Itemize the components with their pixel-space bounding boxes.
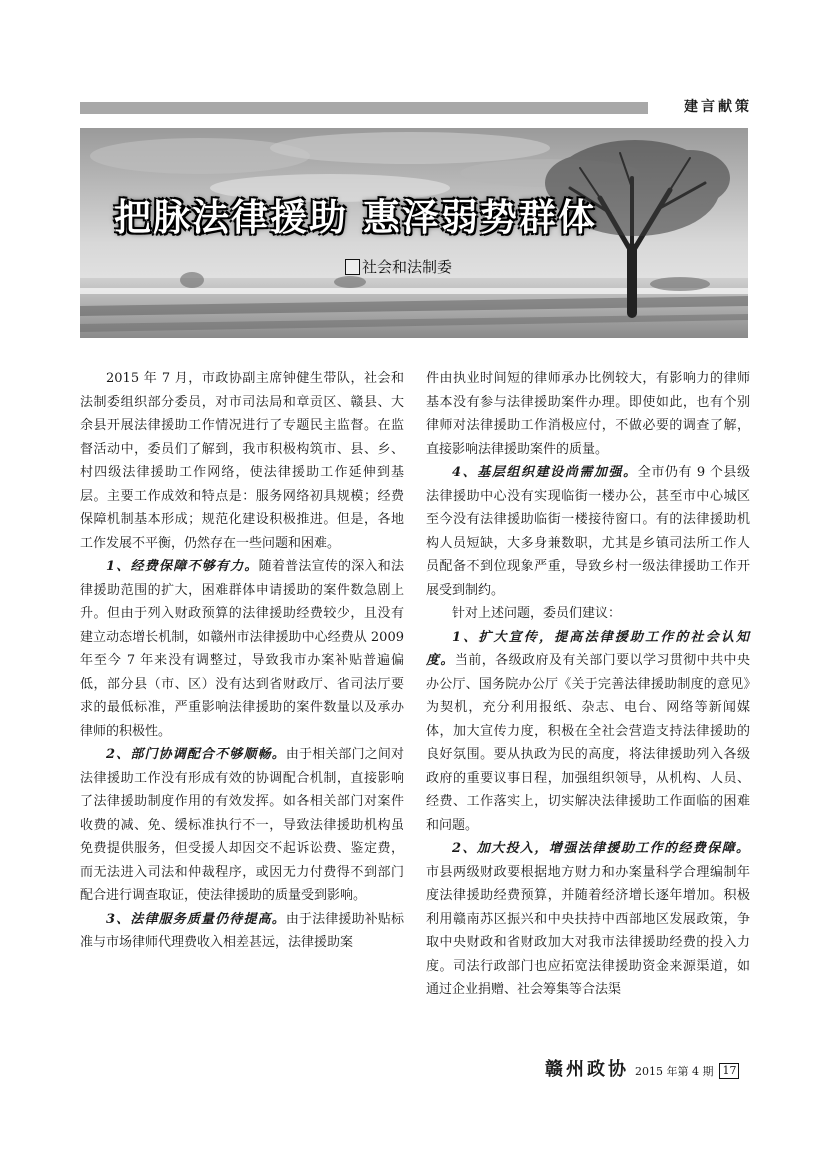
paragraph: 针对上述问题，委员们建议：	[452, 606, 622, 621]
paragraph-heading: 4、基层组织建设尚需加强。	[452, 465, 638, 480]
page-number: 17	[719, 1063, 739, 1079]
paragraph: 2015 年 7 月，市政协副主席钟健生带队，社会和法制委组织部分委员，对市司法局和章贡区、赣县、大余县开展法律援助工作情况进行了专题民主监督。在监督活动中，委员们了解到，我市积极构筑市、县、乡、村四级法律援助工作网络，使法律援助工作延伸到基层。主要工作成效和特点是：服务网络初具规模；经费保障机制基本形成；规范化建设积极推进。但是，各地工作发展不平衡，仍然存在一些问题和困难。	[80, 371, 404, 551]
page-footer	[545, 1056, 755, 1082]
paragraph-heading: 1、经费保障不够有力。	[106, 559, 259, 574]
paragraph: 3、法律服务质量仍待提高。由于法律援助补贴标准与市场律师代理费收入相差甚远，法律援助案	[80, 911, 404, 950]
paragraph-heading: 2、加大投入，增强法律援助工作的经费保障。	[452, 841, 750, 856]
paragraph-heading: 3、法律服务质量仍待提高。	[106, 911, 286, 927]
paragraph-heading: 1、扩大宣传，提高法律援助工作的社会认知度。	[426, 629, 750, 668]
issue-label: 2015 年第 4 期	[635, 1065, 714, 1078]
right-column	[426, 367, 750, 1002]
header-rule	[80, 102, 648, 114]
paragraph: 1、经费保障不够有力。随着普法宣传的深入和法律援助范围的扩大，困难群体申请援助的案件数急剧上升。但由于列入财政预算的法律援助经费较少，且没有建立动态增长机制，如赣州市法律援助中心经费从 2009 年至今 7 年来没有调整过，导致我市办案补贴普遍偏低，部分县（市、区）没有达到省财政厅、省司法厅要求的最低标准，严重影响法律援助的案件数量以及承办律师的积极性。	[80, 559, 404, 739]
magazine-name: 赣州政协	[545, 1059, 629, 1080]
paragraph: 4、基层组织建设尚需加强。全市仍有 9 个县级法律援助中心没有实现临街一楼办公，甚至市中心城区至今没有法律援助临街一楼接待窗口。有的法律援助机构人员短缺，大多身兼数职，尤其是乡镇司法所工作人员配备不到位现象严重，导致乡村一级法律援助工作开展受到制约。	[426, 465, 750, 598]
square-icon	[345, 259, 360, 275]
byline	[345, 256, 452, 278]
section-label: 建言献策	[684, 99, 752, 115]
left-column	[80, 367, 404, 955]
article-title: 把脉法律援助 惠泽弱势群体	[114, 195, 597, 239]
paragraph: 2、部门协调配合不够顺畅。由于相关部门之间对法律援助工作没有形成有效的协调配合机制，直接影响了法律援助制度作用的有效发挥。如各相关部门对案件收费的减、免、缓标准执行不一，导致法律援助机构虽免费提供服务，但受援人却因交不起诉讼费、鉴定费，而无法进入司法和仲裁程序，或因无力付费得不到部门配合进行调查取证，使法律援助的质量受到影响。	[80, 747, 404, 903]
paragraph-heading: 2、部门协调配合不够顺畅。	[106, 747, 286, 762]
paragraph: 件由执业时间短的律师承办比例较大，有影响力的律师基本没有参与法律援助案件办理。即使如此，也有个别律师对法律援助工作消极应付，不做必要的调查了解，直接影响法律援助案件的质量。	[426, 371, 750, 457]
paragraph: 1、扩大宣传，提高法律援助工作的社会认知度。当前，各级政府及有关部门要以学习贯彻中共中央办公厅、国务院办公厅《关于完善法律援助制度的意见》为契机，充分利用报纸、杂志、电台、网络等新闻媒体，加大宣传力度，积极在全社会营造支持法律援助的良好氛围。要从执政为民的高度，将法律援助列入各级政府的重要议事日程，加强组织领导，从机构、人员、经费、工作落实上，切实解决法律援助工作面临的困难和问题。	[426, 629, 750, 833]
paragraph: 2、加大投入，增强法律援助工作的经费保障。市县两级财政要根据地方财力和办案量科学合理编制年度法律援助经费预算，并随着经济增长逐年增加。积极利用赣南苏区振兴和中央扶持中西部地区发展政策，争取中央财政和省财政加大对我市法律援助经费的投入力度。司法行政部门也应拓宽法律援助资金来源渠道，如通过企业捐赠、社会筹集等合法渠	[426, 841, 750, 997]
byline-author: 社会和法制委	[362, 258, 453, 276]
